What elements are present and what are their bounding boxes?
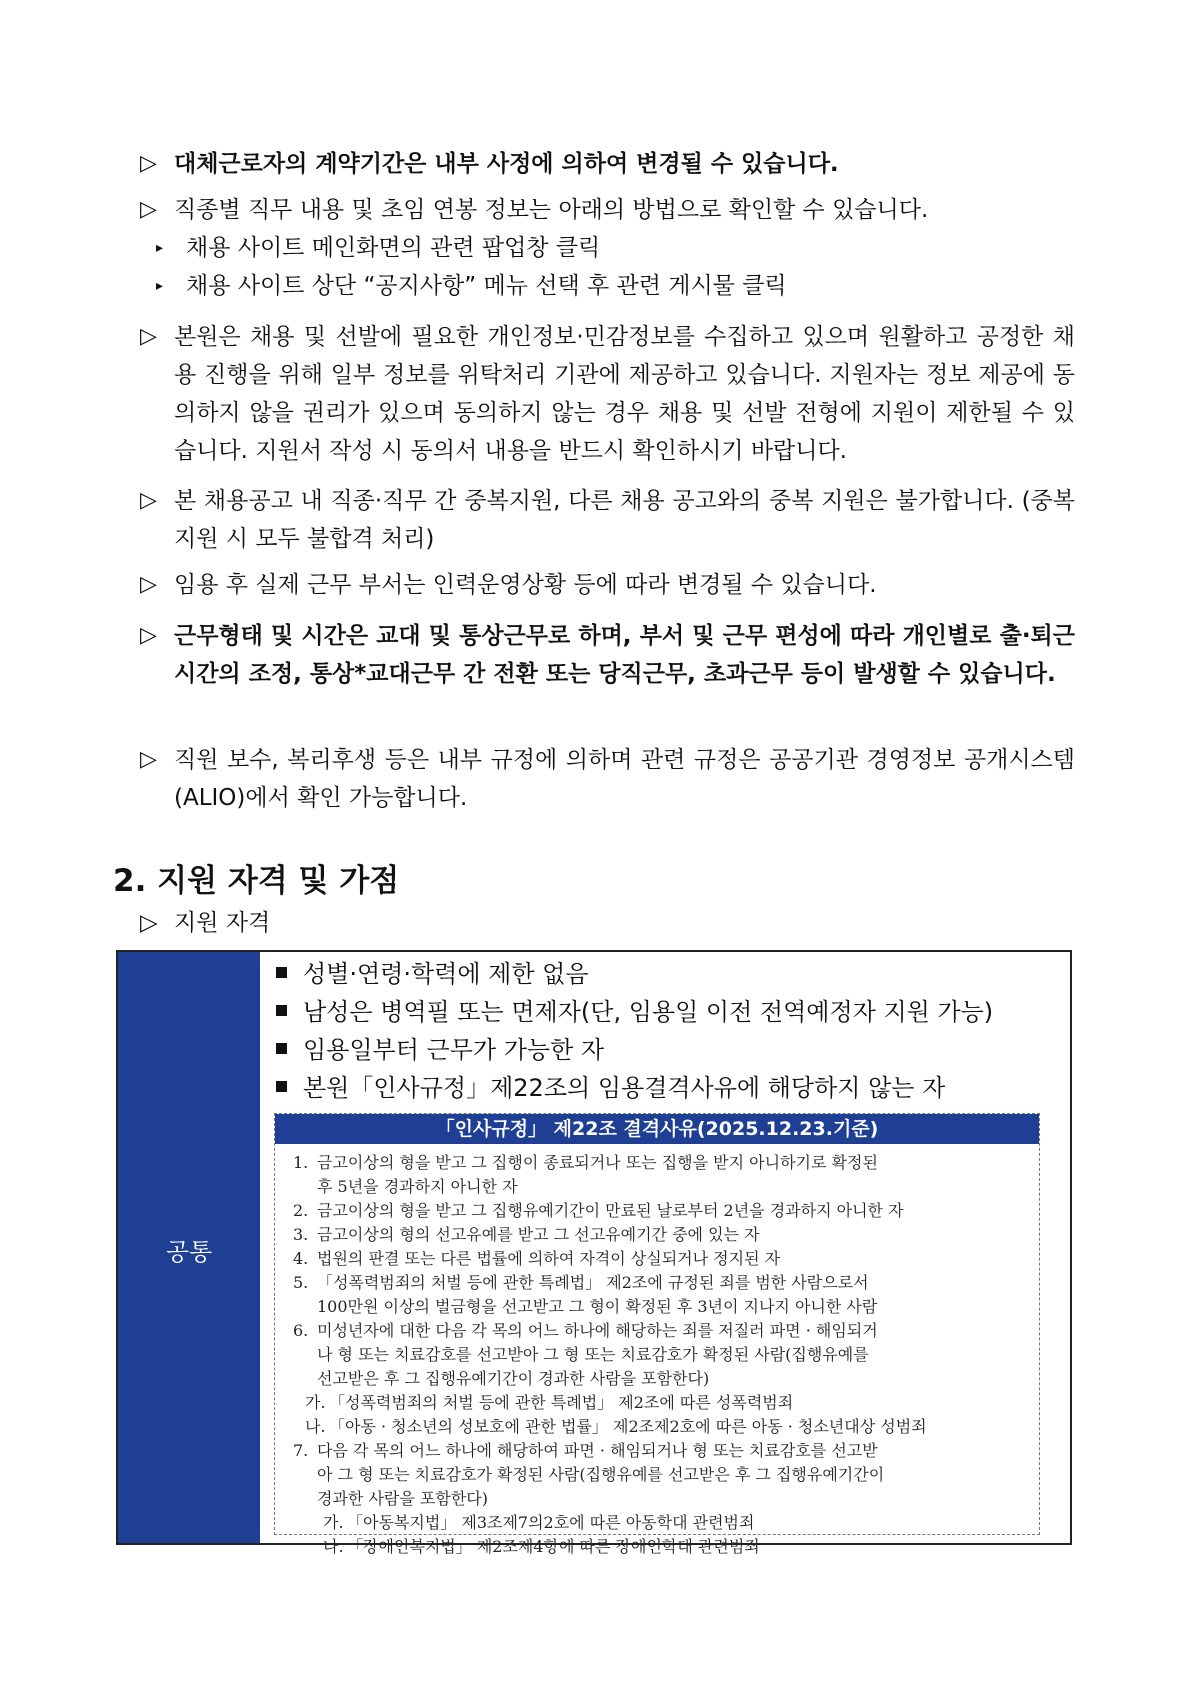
rule-item: 7. 다음 각 목의 어느 하나에 해당하여 파면 · 해임되거나 형 또는 치료감호를 선고받 bbox=[293, 1441, 878, 1460]
rule-box-title: 「인사규정」 제22조 결격사유(2025.12.23.기준) bbox=[275, 1114, 1039, 1144]
square-bullet-icon bbox=[276, 967, 287, 978]
sub-item-popup: ▸ 채용 사이트 메인화면의 관련 팝업창 클릭 bbox=[156, 230, 600, 266]
triangle-bullet-icon: ▷ bbox=[140, 910, 158, 936]
criterion-item: 남성은 병역필 또는 면제자(단, 임용일 이전 전역예정자 지원 가능) bbox=[276, 993, 993, 1031]
rule-item: 6. 미성년자에 대한 다음 각 목의 어느 하나에 해당하는 죄를 저질러 파면 · 해임되거 bbox=[293, 1321, 878, 1340]
criterion-item: 임용일부터 근무가 가능한 자 bbox=[276, 1031, 604, 1069]
triangle-bullet-icon: ▷ bbox=[140, 488, 157, 513]
rule-item: 1. 금고이상의 형을 받고 그 집행이 종료되거나 또는 집행을 받지 아니하기로 확정된 bbox=[293, 1153, 878, 1172]
criteria-cell bbox=[260, 952, 1070, 1556]
section-subheading: ▷ 지원 자격 bbox=[140, 910, 271, 936]
rule-item-continued: 100만원 이상의 벌금형을 선고받고 그 형이 확정된 후 3년이 지나지 아니한 사람 bbox=[317, 1297, 878, 1316]
section-title: 2. 지원 자격 및 가점 bbox=[113, 863, 400, 899]
square-bullet-icon bbox=[276, 1081, 287, 1092]
rule-subitem: 가. 「성폭력범죄의 처벌 등에 관한 특례법」 제2조에 따른 성폭력범죄 bbox=[305, 1393, 794, 1412]
criterion-item: 본원「인사규정」제22조의 임용결격사유에 해당하지 않는 자 bbox=[276, 1069, 945, 1107]
rule-subitem: 가. 「아동복지법」 제3조제7의2호에 따른 아동학대 관련범죄 bbox=[323, 1513, 755, 1532]
rule-item-continued: 아 그 형 또는 치료감호가 확정된 사람(집행유예를 선고받은 후 그 집행유예기간이 bbox=[317, 1465, 885, 1484]
triangle-bullet-icon: ▷ bbox=[140, 151, 157, 176]
rule-item: 3. 금고이상의 형의 선고유예를 받고 그 선고유예기간 중에 있는 자 bbox=[293, 1225, 760, 1244]
rule-item-continued: 후 5년을 경과하지 아니한 자 bbox=[317, 1177, 518, 1196]
arrow-bullet-icon: ▸ bbox=[156, 240, 164, 256]
note-work-shift: ▷ 근무형태 및 시간은 교대 및 통상근무로 하며, 부서 및 근무 편성에 따라 개인별로 출·퇴근시간의 조정, 통상*교대근무 간 전환 또는 당직근무, 초과근무 등이 발생할 수 있습니다. bbox=[140, 617, 1075, 693]
note-duplicate-apply: ▷ 본 채용공고 내 직종·직무 간 중복지원, 다른 채용 공고와의 중복 지원은 불가합니다. (중복 지원 시 모두 불합격 처리) bbox=[140, 482, 1075, 558]
triangle-bullet-icon: ▷ bbox=[140, 747, 157, 772]
note-salary-benefits: ▷ 직원 보수, 복리후생 등은 내부 규정에 의하며 관련 규정은 공공기관 경영정보 공개시스템(ALIO)에서 확인 가능합니다. bbox=[140, 741, 1075, 817]
square-bullet-icon bbox=[276, 1043, 287, 1054]
rule-subitem: 나. 「아동 · 청소년의 성보호에 관한 법률」 제2조제2호에 따른 아동 · 청소년대상 성범죄 bbox=[305, 1417, 927, 1436]
rule-list bbox=[293, 1151, 1021, 1559]
rule-item-continued: 나 형 또는 치료감호를 선고받아 그 형 또는 치료감호가 확정된 사람(집행유예를 bbox=[317, 1345, 869, 1364]
triangle-bullet-icon: ▷ bbox=[140, 623, 157, 648]
category-label: 공통 bbox=[165, 1238, 213, 1266]
note-contract-period: ▷ 대체근로자의 계약기간은 내부 사정에 의하여 변경될 수 있습니다. bbox=[140, 145, 1075, 183]
arrow-bullet-icon: ▸ bbox=[156, 278, 164, 294]
rule-subitem: 나. 「장애인복지법」 제2조제4항에 따른 장애인학대 관련범죄 bbox=[323, 1537, 760, 1556]
category-cell bbox=[118, 952, 260, 1543]
triangle-bullet-icon: ▷ bbox=[140, 572, 157, 597]
rule-item: 4. 법원의 판결 또는 다른 법률에 의하여 자격이 상실되거나 정지된 자 bbox=[293, 1249, 781, 1268]
rule-item-continued: 경과한 사람을 포함한다) bbox=[317, 1489, 488, 1508]
triangle-bullet-icon: ▷ bbox=[140, 197, 157, 222]
note-job-info: ▷ 직종별 직무 내용 및 초임 연봉 정보는 아래의 방법으로 확인할 수 있습니다. bbox=[140, 191, 1075, 229]
qualification-table bbox=[116, 950, 1072, 1556]
triangle-bullet-icon: ▷ bbox=[140, 324, 157, 349]
note-department-change: ▷ 임용 후 실제 근무 부서는 인력운영상황 등에 따라 변경될 수 있습니다. bbox=[140, 566, 1075, 604]
rule-item: 2. 금고이상의 형을 받고 그 집행유예기간이 만료된 날로부터 2년을 경과하지 아니한 자 bbox=[293, 1201, 904, 1220]
sub-item-notice-menu: ▸ 채용 사이트 상단 “공지사항” 메뉴 선택 후 관련 게시물 클릭 bbox=[156, 268, 787, 304]
rule-item-continued: 선고받은 후 그 집행유예기간이 경과한 사람을 포함한다) bbox=[317, 1369, 710, 1388]
note-privacy: ▷ 본원은 채용 및 선발에 필요한 개인정보·민감정보를 수집하고 있으며 원활하고 공정한 채용 진행을 위해 일부 정보를 위탁처리 기관에 제공하고 있습니다. 지원자는 정보 제공에 동의하지 않을 권리가 있으며 동의하지 않는 경우 채용 및 선발 전형에 지원이 제한될 수 있습니다. 지원서 작성 시 동의서 내용을 반드시 확인하시기 바랍니다. bbox=[140, 318, 1075, 470]
rule-item: 5. 「성폭력범죄의 처벌 등에 관한 특례법」 제2조에 규정된 죄를 범한 사람으로서 bbox=[293, 1273, 869, 1292]
disqualification-rule-box bbox=[274, 1113, 1040, 1556]
square-bullet-icon bbox=[276, 1005, 287, 1016]
criterion-item: 성별·연령·학력에 제한 없음 bbox=[276, 955, 589, 993]
